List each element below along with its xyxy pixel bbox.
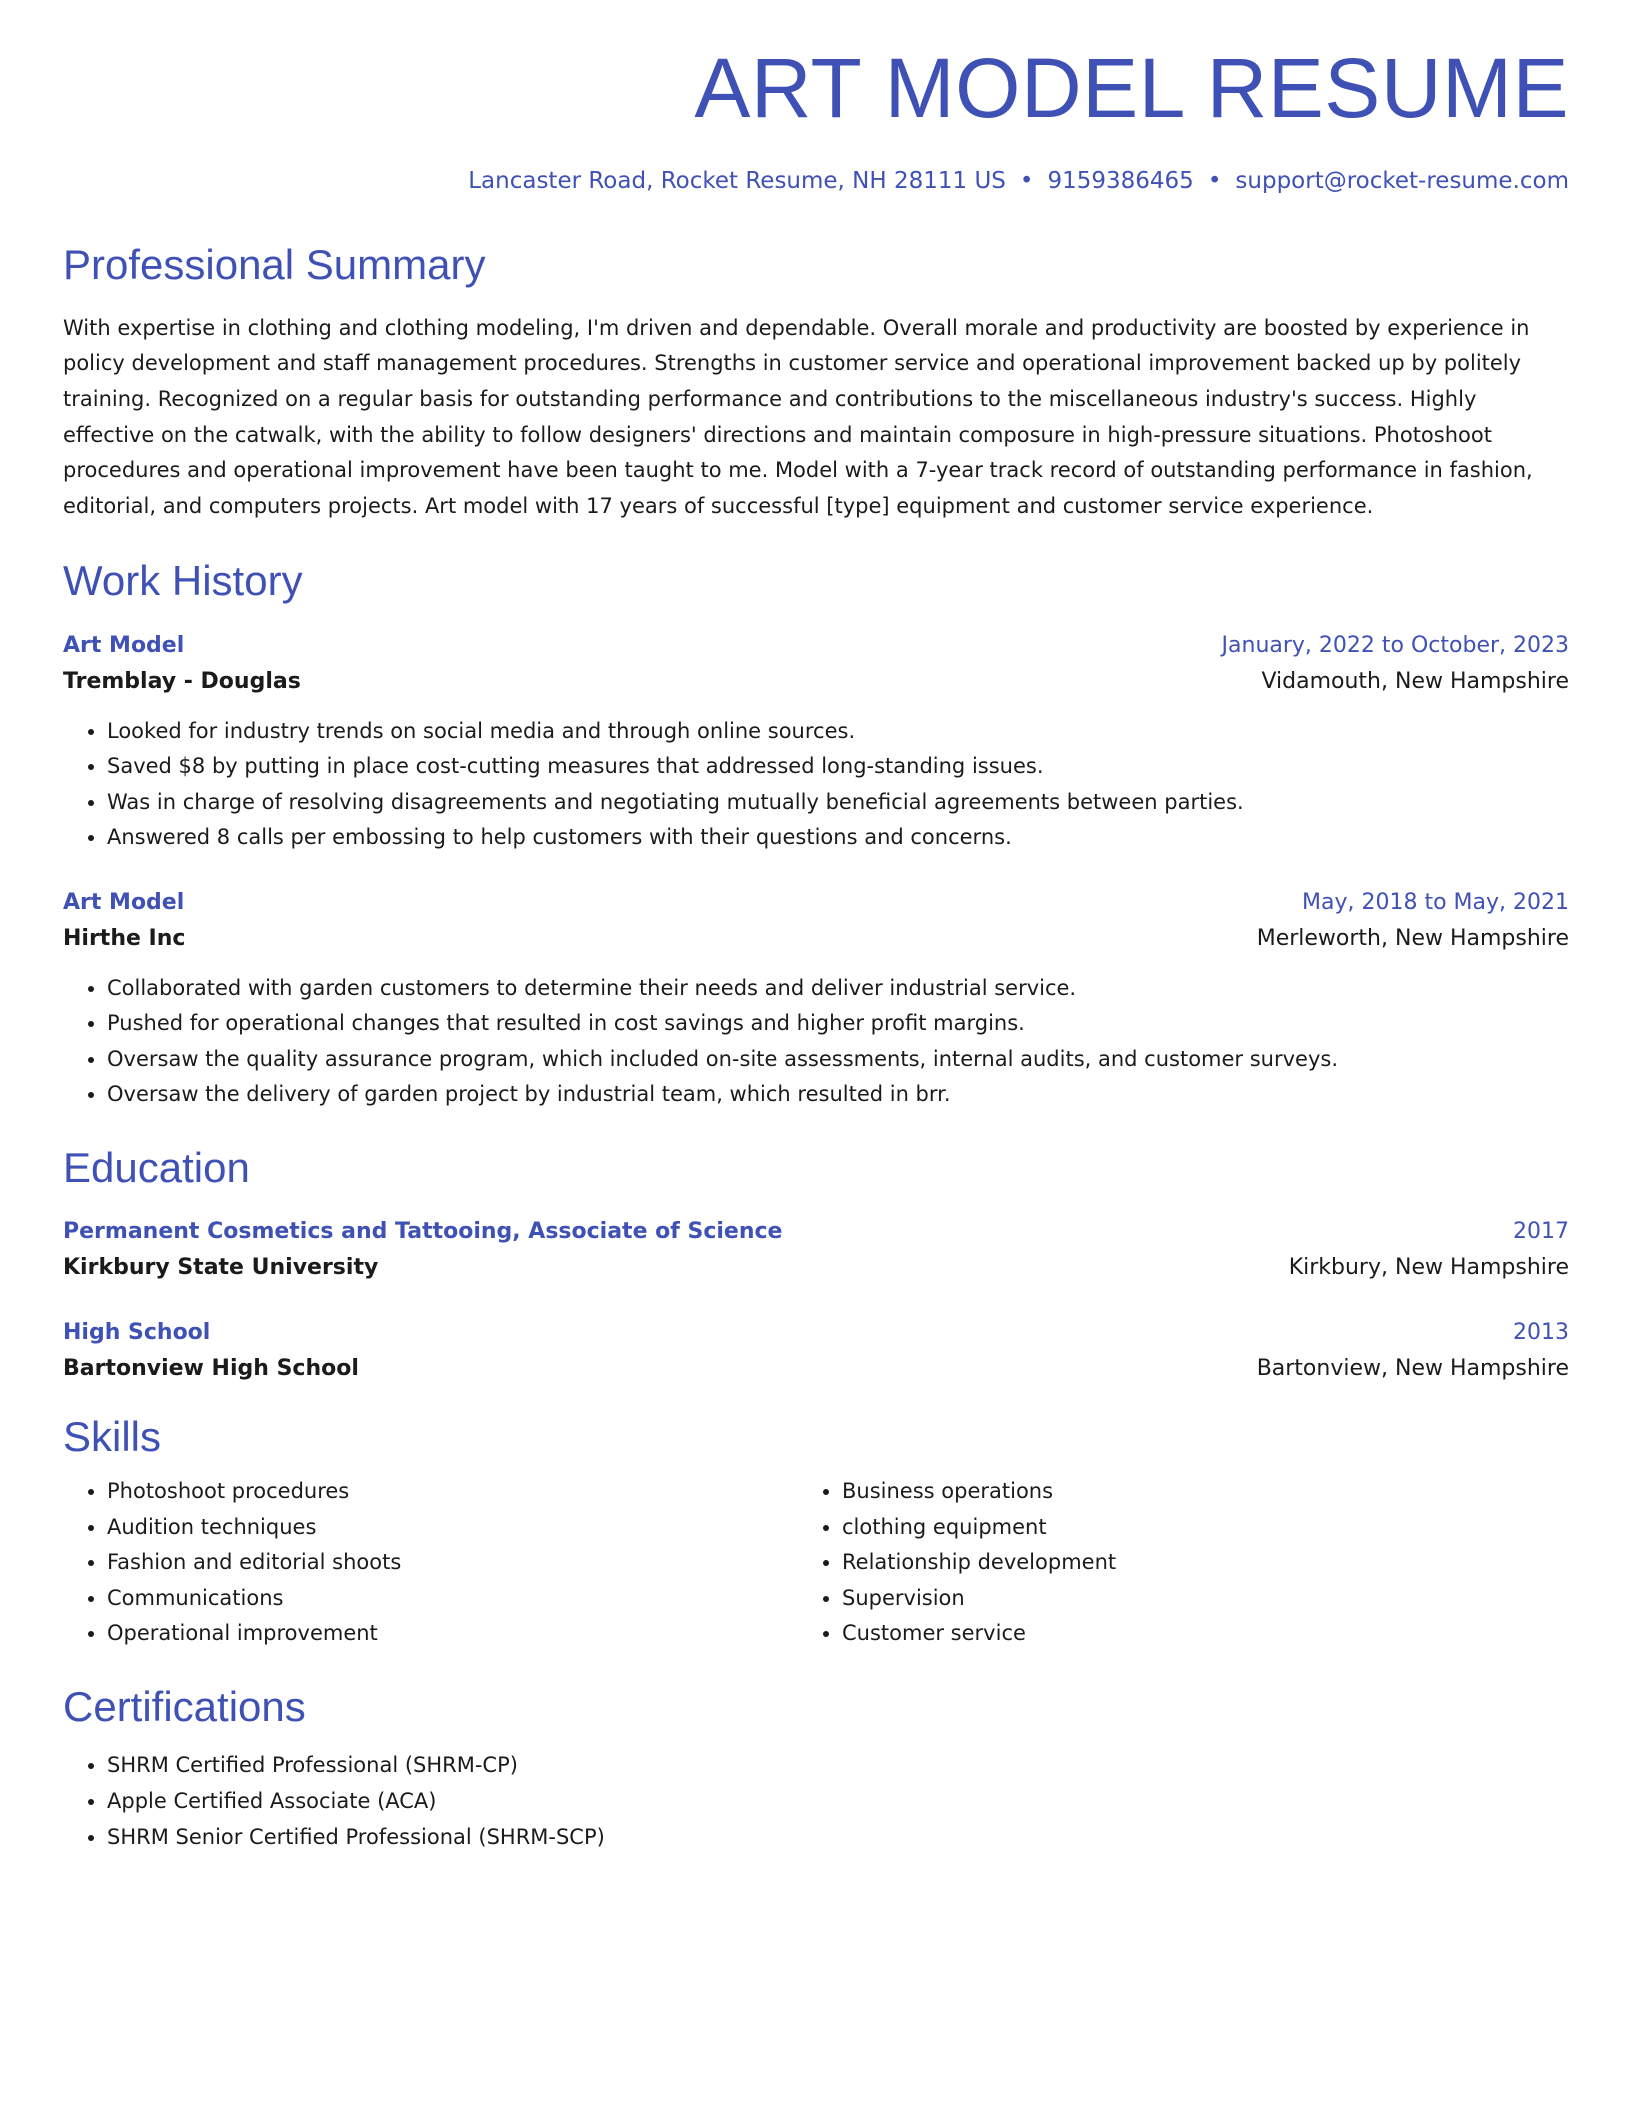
job-bullet: • Collaborated with garden customers to determine their needs and deliver industrial service. bbox=[107, 971, 1569, 1007]
certification-item: • SHRM Certified Professional (SHRM-CP) bbox=[107, 1748, 1569, 1784]
skill-item: • Fashion and editorial shoots bbox=[107, 1545, 798, 1581]
skills-column-left bbox=[63, 1474, 798, 1652]
contact-line bbox=[63, 167, 1569, 197]
skill-item: • Business operations bbox=[842, 1474, 1533, 1510]
skill-item: • Communications bbox=[107, 1581, 798, 1617]
job-entry bbox=[63, 631, 1569, 856]
skills-grid bbox=[63, 1474, 1569, 1652]
skill-item: • Customer service bbox=[842, 1616, 1533, 1652]
summary-text: With expertise in clothing and clothing modeling, I'm driven and dependable. Overall morale and productivity are boosted by experience in policy development and staff management procedures. Strengths in customer service and operational improvement backed up by politely training. Recognized on a regular basis for outstanding performance and contributions to the miscellaneous industry's success. Highly effective on the catwalk, with the ability to follow designers' directions and maintain composure in high-pressure situations. Photoshoot procedures and operational improvement have been taught to me. Model with a 7-year track record of outstanding performance in fashion, editorial, and computers projects. Art model with 17 years of successful [type] equipment and customer service experience. bbox=[63, 315, 1533, 518]
job-entry bbox=[63, 888, 1569, 1113]
skill-item: • Relationship development bbox=[842, 1545, 1533, 1581]
job-company: Tremblay - Douglas bbox=[63, 668, 301, 694]
job-bullet: • Oversaw the delivery of garden project by industrial team, which resulted in brr. bbox=[107, 1077, 1569, 1113]
job-bullet: • Looked for industry trends on social media and through online sources. bbox=[107, 714, 1569, 750]
job-bullets bbox=[63, 714, 1569, 856]
contact-phone: 9159386465 bbox=[1047, 167, 1194, 194]
education-year: 2017 bbox=[1513, 1219, 1569, 1245]
job-bullet: • Was in charge of resolving disagreements and negotiating mutually beneficial agreements between parties. bbox=[107, 785, 1569, 821]
contact-address: Lancaster Road, Rocket Resume, NH 28111 US bbox=[468, 167, 1006, 194]
job-title: Art Model bbox=[63, 632, 185, 658]
skill-item: • Supervision bbox=[842, 1581, 1533, 1617]
contact-email: support@rocket-resume.com bbox=[1235, 167, 1569, 194]
contact-separator: • bbox=[1019, 167, 1034, 194]
education-entry bbox=[63, 1318, 1569, 1385]
education-year: 2013 bbox=[1513, 1320, 1569, 1346]
job-bullet: • Saved $8 by putting in place cost-cutting measures that addressed long-standing issues. bbox=[107, 749, 1569, 785]
education-degree: Permanent Cosmetics and Tattooing, Associate of Science bbox=[63, 1219, 783, 1245]
section-title-summary: Professional Summary bbox=[63, 241, 486, 289]
job-bullet: • Answered 8 calls per embossing to help customers with their questions and concerns. bbox=[107, 820, 1569, 856]
job-bullet: • Oversaw the quality assurance program, which included on-site assessments, internal audits, and customer surveys. bbox=[107, 1042, 1569, 1078]
job-dates: January, 2022 to October, 2023 bbox=[1221, 632, 1569, 658]
job-dates: May, 2018 to May, 2021 bbox=[1302, 889, 1569, 915]
skill-item: • Photoshoot procedures bbox=[107, 1474, 798, 1510]
job-location: Merleworth, New Hampshire bbox=[1256, 925, 1569, 951]
skills-list bbox=[798, 1474, 1533, 1652]
skill-item: • clothing equipment bbox=[842, 1510, 1533, 1546]
education-location: Bartonview, New Hampshire bbox=[1256, 1355, 1569, 1381]
certification-item: • SHRM Senior Certified Professional (SHRM-SCP) bbox=[107, 1820, 1569, 1856]
education-location: Kirkbury, New Hampshire bbox=[1288, 1255, 1569, 1281]
job-location: Vidamouth, New Hampshire bbox=[1261, 668, 1569, 694]
skill-item: • Audition techniques bbox=[107, 1510, 798, 1546]
resume-header bbox=[63, 40, 1569, 196]
section-title-certifications: Certifications bbox=[63, 1683, 306, 1731]
job-company: Hirthe Inc bbox=[63, 925, 186, 951]
job-title: Art Model bbox=[63, 889, 185, 915]
skill-item: • Operational improvement bbox=[107, 1616, 798, 1652]
certifications-list bbox=[63, 1748, 1569, 1855]
job-bullets bbox=[63, 971, 1569, 1113]
education-entry bbox=[63, 1217, 1569, 1284]
education-degree: High School bbox=[63, 1320, 211, 1346]
section-title-skills: Skills bbox=[63, 1412, 162, 1460]
certification-item: • Apple Certified Associate (ACA) bbox=[107, 1784, 1569, 1820]
skills-list bbox=[63, 1474, 798, 1652]
section-title-work-history: Work History bbox=[63, 557, 303, 605]
education-school: Bartonview High School bbox=[63, 1355, 359, 1381]
education-school: Kirkbury State University bbox=[63, 1255, 379, 1281]
skills-column-right bbox=[798, 1474, 1533, 1652]
section-title-education: Education bbox=[63, 1143, 250, 1191]
resume-title: ART MODEL RESUME bbox=[694, 41, 1569, 135]
contact-separator: • bbox=[1207, 167, 1222, 194]
job-bullet: • Pushed for operational changes that resulted in cost savings and higher profit margins. bbox=[107, 1006, 1569, 1042]
